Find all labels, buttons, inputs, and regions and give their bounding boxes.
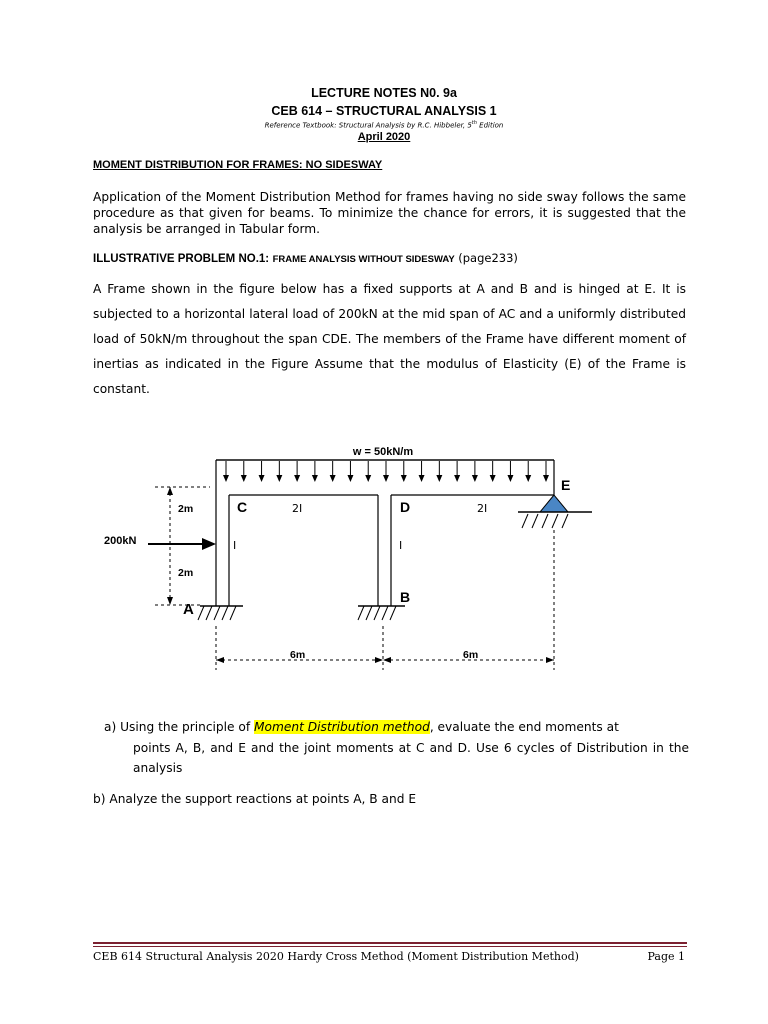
span-right-label: 6m xyxy=(463,649,479,661)
distributed-load-label: w = 50kN/m xyxy=(352,446,414,458)
node-b-label: B xyxy=(400,589,411,605)
reference-prefix: Reference Textbook: Structural Analysis by R.C. Hibbeler, 5 xyxy=(264,121,472,130)
problem-heading xyxy=(93,251,518,265)
lecture-title: LECTURE NOTES N0. 9a xyxy=(311,86,457,100)
udl-arrow-head xyxy=(330,475,336,482)
inertia-bd-label: I xyxy=(399,539,403,552)
question-a-prefix: Using the principle of xyxy=(116,720,255,734)
udl-arrow-head xyxy=(472,475,478,482)
udl-arrow-head xyxy=(294,475,300,482)
reference-sup: th xyxy=(471,120,477,126)
course-title: CEB 614 – STRUCTURAL ANALYSIS 1 xyxy=(271,104,497,118)
node-e-label: E xyxy=(561,477,571,493)
udl-arrow-head xyxy=(525,475,531,482)
section-title: MOMENT DISTRIBUTION FOR FRAMES: NO SIDESWAY xyxy=(93,159,383,171)
udl-arrows xyxy=(223,461,549,482)
node-a-label: A xyxy=(183,601,194,618)
udl-arrow-head xyxy=(259,475,265,482)
udl-arrow-head xyxy=(436,475,442,482)
udl-arrow-head xyxy=(507,475,513,482)
footer-page: Page 1 xyxy=(647,950,685,963)
question-a-continuation: points A, B, and E and the joint moments at C and D. Use 6 cycles of Distribution in the analysis xyxy=(133,741,689,775)
reference-line xyxy=(0,120,768,129)
udl-arrow-head xyxy=(347,475,353,482)
question-a-marker: a) xyxy=(104,720,117,734)
frame-members xyxy=(216,460,554,606)
question-b: b) Analyze the support reactions at points A, B and E xyxy=(93,792,417,806)
udl-arrow-head xyxy=(454,475,460,482)
problem-page-ref: (page233) xyxy=(458,251,518,265)
node-d-label: D xyxy=(400,499,411,515)
udl-arrow-head xyxy=(312,475,318,482)
udl-arrow-head xyxy=(223,475,229,482)
inertia-cd-label: 2I xyxy=(292,502,303,515)
dimension-arrowheads xyxy=(167,487,554,663)
node-c-label: C xyxy=(237,499,248,515)
problem-paragraph: A Frame shown in the figure below has a fixed supports at A and B and is hinged at E. It is subjected to a horizontal lateral load of 200kN at the mid span of AC and a uniformly distributed load of 50kN/m throughout the span CDE. The members of the Frame have different moment of inertias as indicated in the Figure Assume that the modulus of Elasticity (E) of the Frame is constant. xyxy=(93,282,686,396)
hinge-support-e xyxy=(540,495,568,512)
intro-paragraph: Application of the Moment Distribution Method for frames having no side sway follows the same procedure as that given for beams. To minimize the chance for errors, it is suggested that the analysis be arranged in Tabular form. xyxy=(93,190,686,236)
date: April 2020 xyxy=(357,131,411,143)
problem-label: ILLUSTRATIVE PROBLEM NO.1: xyxy=(93,253,270,265)
dim-upper-label: 2m xyxy=(178,503,194,515)
dimension-lines xyxy=(155,487,554,670)
reference-suffix: Edition xyxy=(476,121,504,130)
problem-title: FRAME ANALYSIS WITHOUT SIDESWAY xyxy=(272,254,455,265)
udl-arrow-head xyxy=(543,475,549,482)
frame-diagram xyxy=(0,430,768,680)
udl-arrow-head xyxy=(365,475,371,482)
footer-rule-thin xyxy=(93,946,687,947)
hinge-support-e-hatch xyxy=(522,514,568,528)
question-a-highlight: Moment Distribution method xyxy=(254,720,430,734)
udl-arrow-head xyxy=(276,475,282,482)
udl-arrow-head xyxy=(401,475,407,482)
udl-arrow-head xyxy=(383,475,389,482)
fixed-support-b-hatch xyxy=(358,606,396,620)
span-left-label: 6m xyxy=(290,649,306,661)
question-a-suffix: , evaluate the end moments at xyxy=(429,720,619,734)
lateral-load-arrowhead xyxy=(202,538,216,550)
lateral-load-label: 200kN xyxy=(104,535,137,547)
footer-left: CEB 614 Structural Analysis 2020 Hardy Cross Method (Moment Distribution Method) xyxy=(93,950,579,963)
inertia-ac-label: I xyxy=(233,539,237,552)
udl-arrow-head xyxy=(490,475,496,482)
footer xyxy=(93,950,685,963)
dim-lower-label: 2m xyxy=(178,567,194,579)
udl-arrow-head xyxy=(241,475,247,482)
udl-arrow-head xyxy=(419,475,425,482)
inertia-de-label: 2I xyxy=(477,502,488,515)
fixed-support-a-hatch xyxy=(198,606,236,620)
footer-rule-thick xyxy=(93,942,687,944)
question-a xyxy=(104,720,619,734)
